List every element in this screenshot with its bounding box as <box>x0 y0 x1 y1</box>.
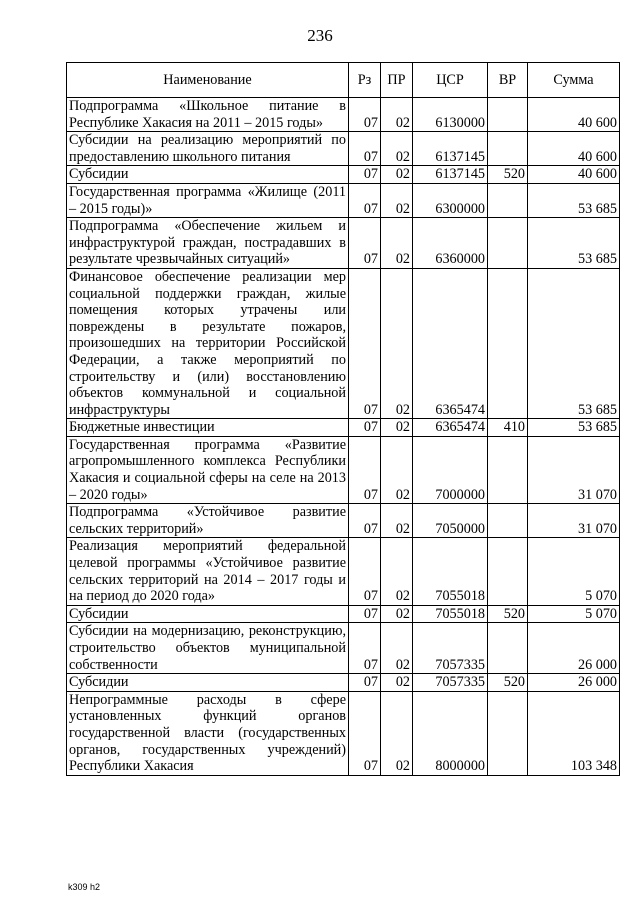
row-vr: 410 <box>488 419 528 437</box>
row-rz: 07 <box>349 538 381 605</box>
row-sum: 53 685 <box>528 218 620 269</box>
row-vr <box>488 183 528 217</box>
row-name: Субсидии на реализацию мероприятий по предоставлению школьного питания <box>67 132 349 166</box>
row-csr: 6137145 <box>413 166 488 184</box>
row-csr: 7057335 <box>413 623 488 674</box>
row-pr: 02 <box>381 419 413 437</box>
row-name: Подпрограмма «Школьное питание в Республике Хакасия на 2011 – 2015 годы» <box>67 98 349 132</box>
row-csr: 7055018 <box>413 538 488 605</box>
row-rz: 07 <box>349 218 381 269</box>
row-vr: 520 <box>488 674 528 692</box>
row-csr: 7050000 <box>413 504 488 538</box>
row-rz: 07 <box>349 623 381 674</box>
row-vr <box>488 691 528 775</box>
table-row <box>67 132 620 166</box>
row-vr <box>488 98 528 132</box>
row-csr: 6365474 <box>413 268 488 418</box>
row-rz: 07 <box>349 183 381 217</box>
row-rz: 07 <box>349 436 381 503</box>
row-sum: 40 600 <box>528 132 620 166</box>
row-name: Субсидии на модернизацию, реконструкцию, строительство объектов муниципальной собственности <box>67 623 349 674</box>
row-sum: 103 348 <box>528 691 620 775</box>
table-row <box>67 538 620 605</box>
row-name: Государственная программа «Жилище (2011 – 2015 годы)» <box>67 183 349 217</box>
row-vr <box>488 132 528 166</box>
row-pr: 02 <box>381 268 413 418</box>
table-row <box>67 166 620 184</box>
header-vr: ВР <box>488 63 528 98</box>
row-vr: 520 <box>488 605 528 623</box>
header-pr: ПР <box>381 63 413 98</box>
row-pr: 02 <box>381 166 413 184</box>
row-vr <box>488 218 528 269</box>
row-name: Подпрограмма «Обеспечение жильем и инфраструктурой граждан, пострадавших в результате чрезвычайных ситуаций» <box>67 218 349 269</box>
header-rz: Рз <box>349 63 381 98</box>
row-csr: 6365474 <box>413 419 488 437</box>
row-pr: 02 <box>381 623 413 674</box>
row-csr: 6130000 <box>413 98 488 132</box>
row-name: Финансовое обеспечение реализации мер социальной поддержки граждан, жилые помещения которых утрачены или повреждены в результате пожаров, произошедших на территории Российской Федерации, а также мероприятий по строительству и (или) восстановлению объектов коммунальной и социальной инфраструктуры <box>67 268 349 418</box>
row-vr: 520 <box>488 166 528 184</box>
row-sum: 31 070 <box>528 436 620 503</box>
row-csr: 6300000 <box>413 183 488 217</box>
row-name: Субсидии <box>67 674 349 692</box>
row-name: Государственная программа «Развитие агропромышленного комплекса Республики Хакасия и социальной сферы на селе на 2013 – 2020 годы» <box>67 436 349 503</box>
row-rz: 07 <box>349 268 381 418</box>
footer-code: k309 h2 <box>68 882 101 892</box>
row-rz: 07 <box>349 605 381 623</box>
row-rz: 07 <box>349 132 381 166</box>
row-csr: 6360000 <box>413 218 488 269</box>
row-csr: 8000000 <box>413 691 488 775</box>
row-vr <box>488 538 528 605</box>
table-row <box>67 419 620 437</box>
table-row <box>67 605 620 623</box>
table-row <box>67 504 620 538</box>
row-pr: 02 <box>381 605 413 623</box>
table-header-row <box>67 63 620 98</box>
row-name: Субсидии <box>67 605 349 623</box>
row-rz: 07 <box>349 166 381 184</box>
row-vr <box>488 623 528 674</box>
row-rz: 07 <box>349 691 381 775</box>
row-sum: 53 685 <box>528 268 620 418</box>
row-pr: 02 <box>381 504 413 538</box>
budget-table <box>66 62 620 776</box>
row-csr: 6137145 <box>413 132 488 166</box>
row-sum: 26 000 <box>528 623 620 674</box>
row-sum: 40 600 <box>528 166 620 184</box>
page-number: 236 <box>307 26 333 45</box>
row-sum: 40 600 <box>528 98 620 132</box>
row-vr <box>488 504 528 538</box>
row-pr: 02 <box>381 98 413 132</box>
table-row <box>67 268 620 418</box>
table-row <box>67 436 620 503</box>
row-rz: 07 <box>349 504 381 538</box>
row-sum: 5 070 <box>528 538 620 605</box>
row-vr <box>488 436 528 503</box>
row-sum: 26 000 <box>528 674 620 692</box>
row-rz: 07 <box>349 98 381 132</box>
row-rz: 07 <box>349 674 381 692</box>
row-name: Субсидии <box>67 166 349 184</box>
table-row <box>67 183 620 217</box>
row-sum: 5 070 <box>528 605 620 623</box>
header-csr: ЦСР <box>413 63 488 98</box>
row-name: Реализация мероприятий федеральной целевой программы «Устойчивое развитие сельских территорий на 2014 – 2017 годы и на период до 2020 года» <box>67 538 349 605</box>
row-pr: 02 <box>381 538 413 605</box>
row-pr: 02 <box>381 436 413 503</box>
row-vr <box>488 268 528 418</box>
header-sum: Сумма <box>528 63 620 98</box>
table-row <box>67 623 620 674</box>
row-sum: 31 070 <box>528 504 620 538</box>
row-sum: 53 685 <box>528 419 620 437</box>
row-pr: 02 <box>381 218 413 269</box>
table-row <box>67 674 620 692</box>
row-csr: 7055018 <box>413 605 488 623</box>
header-name: Наименование <box>67 63 349 98</box>
row-name: Подпрограмма «Устойчивое развитие сельских территорий» <box>67 504 349 538</box>
row-name: Непрограммные расходы в сфере установленных функций органов государственной власти (государственных органов, государственных учреждений) Республики Хакасия <box>67 691 349 775</box>
row-name: Бюджетные инвестиции <box>67 419 349 437</box>
row-pr: 02 <box>381 132 413 166</box>
row-sum: 53 685 <box>528 183 620 217</box>
table-row <box>67 218 620 269</box>
table-row <box>67 691 620 775</box>
row-pr: 02 <box>381 183 413 217</box>
table-row <box>67 98 620 132</box>
row-pr: 02 <box>381 674 413 692</box>
row-csr: 7057335 <box>413 674 488 692</box>
row-csr: 7000000 <box>413 436 488 503</box>
row-pr: 02 <box>381 691 413 775</box>
row-rz: 07 <box>349 419 381 437</box>
